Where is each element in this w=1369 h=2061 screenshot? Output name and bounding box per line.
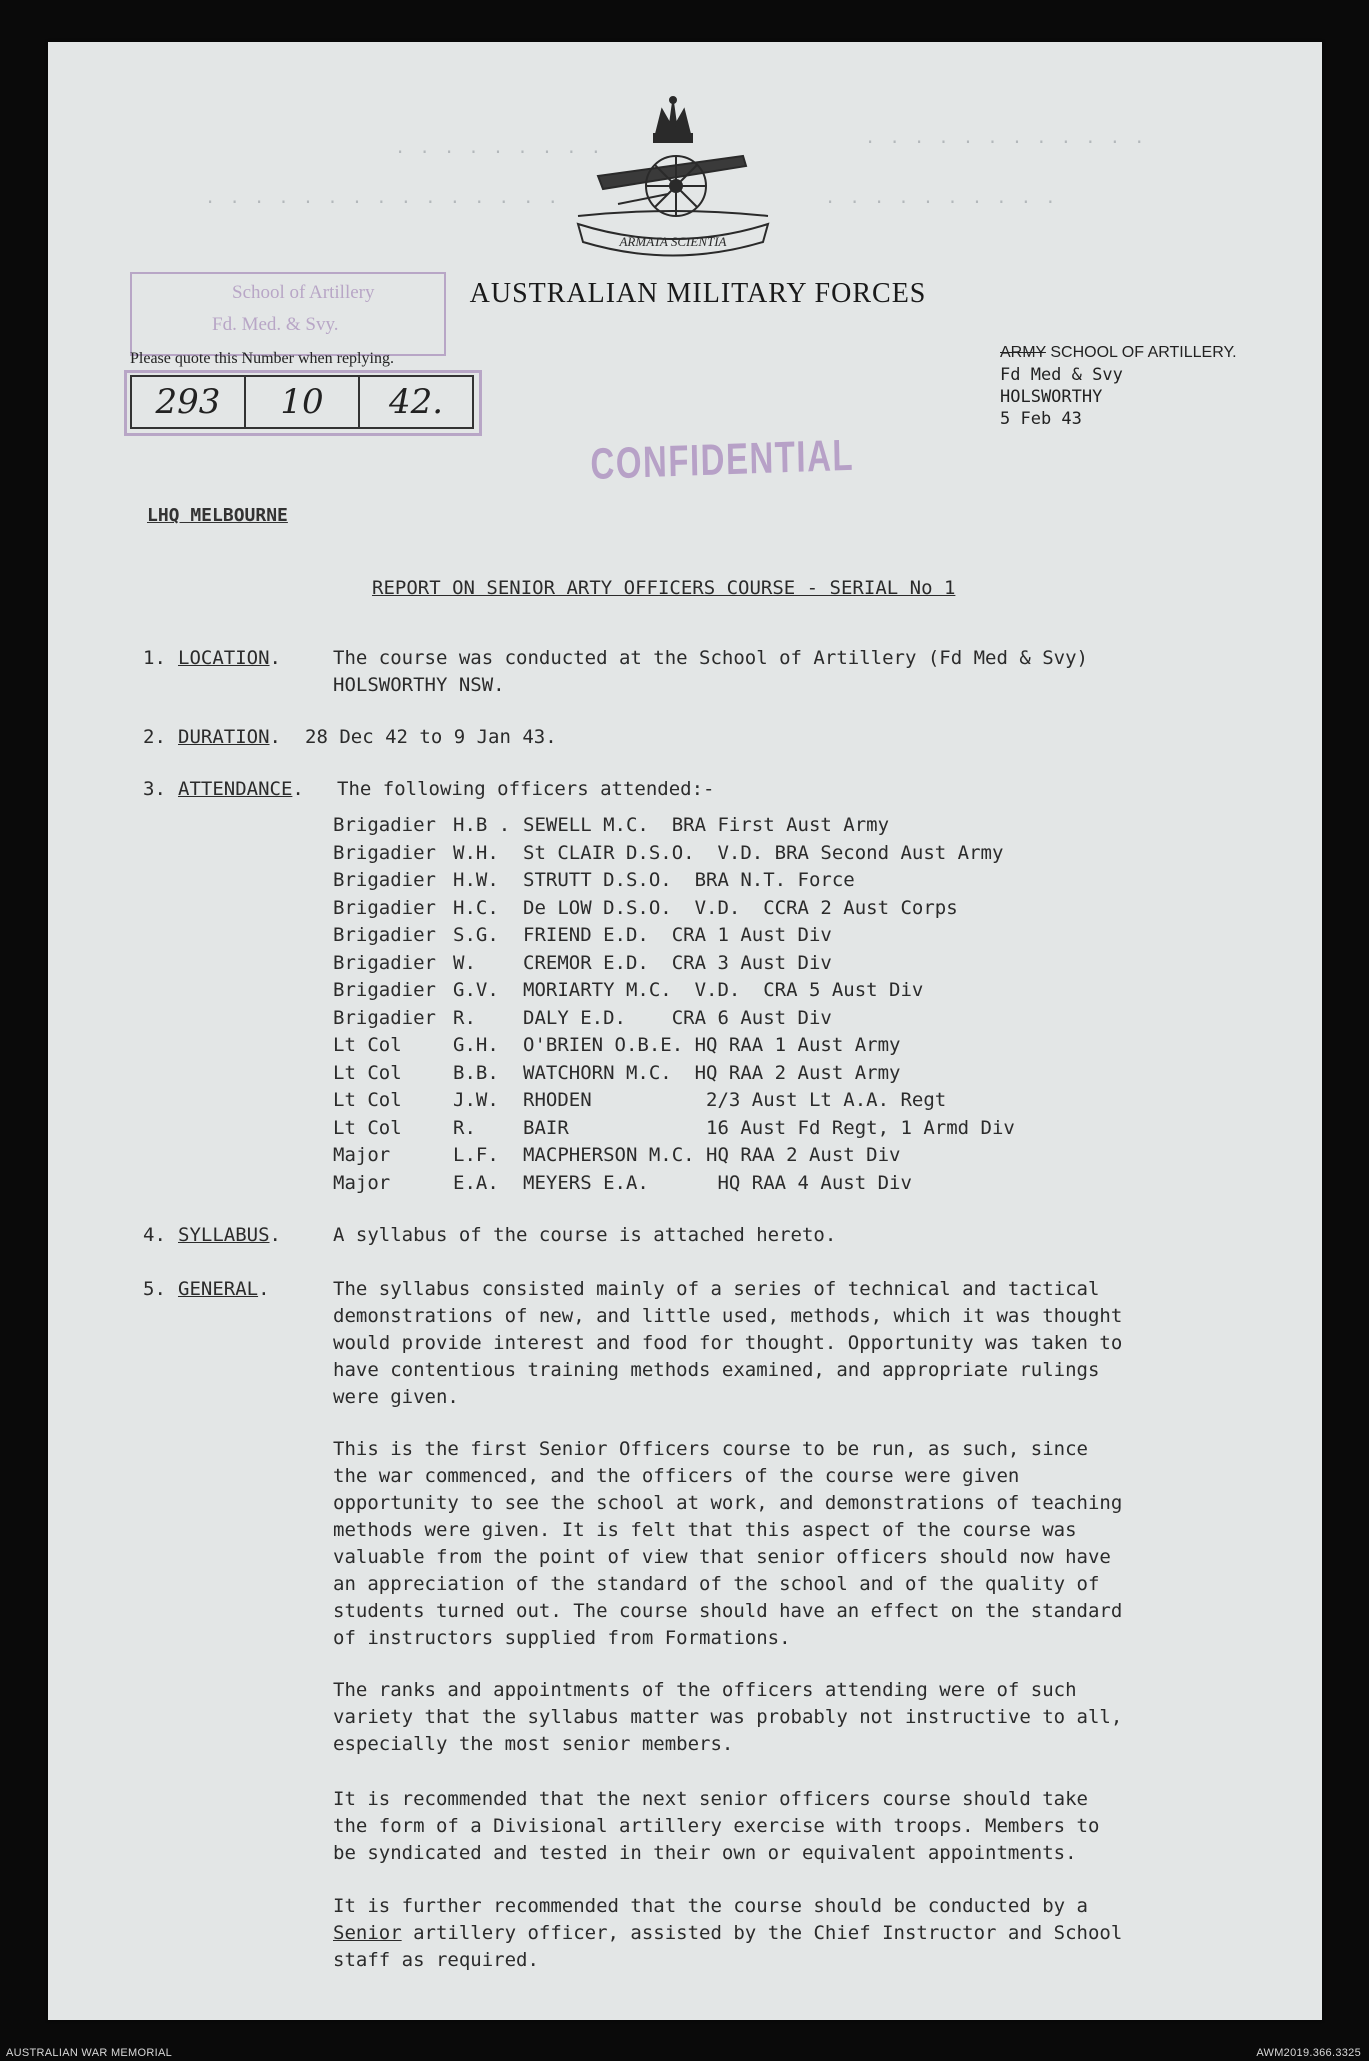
- text-line: of instructors supplied from Formations.: [333, 1627, 791, 1649]
- attendee-detail: CREMOR E.D. CRA 3 Aust Div: [523, 951, 832, 974]
- attendee-detail: WATCHORN M.C. HQ RAA 2 Aust Army: [523, 1061, 901, 1084]
- quote-number-note: Please quote this Number when replying.: [130, 350, 394, 367]
- attendee-rank: Brigadier: [333, 896, 436, 919]
- attendee-detail: O'BRIEN O.B.E. HQ RAA 1 Aust Army: [523, 1034, 901, 1056]
- text-line: It is recommended that the next senior officers course should take: [333, 1788, 1088, 1810]
- section-heading: SYLLABUS: [178, 1224, 270, 1246]
- attendee-initials: R.: [453, 1006, 476, 1029]
- archive-reference: AWM2019.366.3325: [1256, 2047, 1361, 2059]
- attendance-text: The following officers attended:-: [337, 778, 715, 800]
- addressee: LHQ MELBOURNE: [147, 505, 288, 526]
- attendee-rank: Brigadier: [333, 869, 436, 891]
- stamp-line: Fd. Med. & Svy.: [212, 314, 339, 335]
- address-line: Fd Med & Svy: [1000, 365, 1123, 385]
- section-heading: ATTENDANCE: [178, 778, 293, 800]
- text-line: This is the first Senior Officers course to be run, as such, since: [333, 1438, 1088, 1460]
- faded-imprint: . . . . . . . . . . . .: [865, 128, 1147, 148]
- attendee-rank: Brigadier: [333, 951, 436, 974]
- attendee-row: [333, 895, 1015, 923]
- reference-number: 10: [246, 377, 360, 427]
- text-line: variety that the syllabus matter was probably not instructive to all,: [333, 1706, 1123, 1728]
- attendee-detail: St CLAIR D.S.O. V.D. BRA Second Aust Army: [523, 841, 1004, 864]
- text-fragment: artillery officer, assisted by the Chief Instructor and School: [401, 1922, 1123, 1944]
- section-general: 5. GENERAL.: [143, 1276, 270, 1303]
- text-line: would provide interest and food for thought. Opportunity was taken to: [333, 1332, 1123, 1354]
- attendee-rank: Major: [333, 1144, 391, 1166]
- attendee-detail: SEWELL M.C. BRA First Aust Army: [523, 814, 890, 836]
- archive-credit: AUSTRALIAN WAR MEMORIAL: [6, 2047, 173, 2059]
- school-stamp: [130, 272, 446, 356]
- faded-imprint: . . . . . . . . . .: [825, 188, 1058, 208]
- faded-imprint: . . . . . . . . .: [395, 138, 603, 158]
- attendee-detail: DALY E.D. CRA 6 Aust Div: [523, 1006, 832, 1029]
- attendee-initials: G.H.: [453, 1034, 499, 1056]
- attendee-initials: S.G.: [453, 924, 499, 946]
- attendee-initials: B.B.: [453, 1061, 499, 1084]
- attendee-row: [333, 1115, 1015, 1143]
- attendee-row: [333, 867, 1015, 895]
- text-line: The syllabus consisted mainly of a series of technical and tactical: [333, 1278, 1100, 1300]
- text-line: especially the most senior members.: [333, 1733, 734, 1755]
- stamp-line: School of Artillery: [232, 282, 375, 303]
- section-number: 3.: [143, 778, 166, 800]
- report-title: REPORT ON SENIOR ARTY OFFICERS COURSE - SERIAL No 1: [372, 577, 956, 599]
- reference-number: 42.: [388, 382, 444, 422]
- attendee-initials: H.W.: [453, 869, 499, 891]
- section-location: 1. LOCATION.: [143, 645, 281, 672]
- attendee-detail: FRIEND E.D. CRA 1 Aust Div: [523, 924, 832, 946]
- emphasized-word: Senior: [333, 1922, 402, 1944]
- section-heading: LOCATION: [178, 647, 270, 669]
- attendee-rank: Brigadier: [333, 1006, 436, 1029]
- text-line: It is further recommended that the course should be conducted by a: [333, 1895, 1088, 1917]
- attendee-row: [333, 1087, 1015, 1115]
- general-paragraph: [333, 1786, 1099, 1867]
- attendee-rank: Lt Col: [333, 1089, 402, 1111]
- attendee-rank: Brigadier: [333, 814, 436, 836]
- duration-text: 28 Dec 42 to 9 Jan 43.: [305, 726, 557, 748]
- royal-artillery-crest: [558, 94, 788, 264]
- attendee-row: [333, 922, 1015, 950]
- attendee-initials: W.: [453, 951, 476, 974]
- general-paragraph: [333, 1677, 1122, 1758]
- section-number: 2.: [143, 726, 166, 748]
- section-heading: DURATION: [178, 726, 270, 748]
- text-line: the form of a Divisional artillery exercise with troops. Members to: [333, 1815, 1100, 1837]
- attendee-row: [333, 1142, 1015, 1170]
- attendee-initials: R.: [453, 1116, 476, 1139]
- attendee-rank: Lt Col: [333, 1061, 402, 1084]
- attendee-row: [333, 1170, 1015, 1198]
- attendee-row: [333, 1032, 1015, 1060]
- general-paragraph: [333, 1276, 1122, 1411]
- text-line: an appreciation of the standard of the school and of the quality of: [333, 1573, 1100, 1595]
- text-line: The course was conducted at the School of Artillery (Fd Med & Svy): [333, 647, 1088, 669]
- attendee-row: [333, 977, 1015, 1005]
- text-line: demonstrations of new, and little used, methods, which it was thought: [333, 1305, 1123, 1327]
- section-attendance: 3. ATTENDANCE.: [143, 776, 304, 803]
- location-text: [333, 645, 1088, 699]
- text-line: be syndicated and tested in their own or equivalent appointments.: [333, 1842, 1077, 1864]
- attendee-detail: STRUTT D.S.O. BRA N.T. Force: [523, 869, 855, 891]
- attendee-row: [333, 1005, 1015, 1033]
- attendee-rank: Lt Col: [333, 1116, 402, 1139]
- text-line: HOLSWORTHY NSW.: [333, 674, 505, 696]
- attendee-rank: Brigadier: [333, 841, 436, 864]
- attendee-initials: H.C.: [453, 896, 499, 919]
- reference-number: 293: [132, 377, 246, 427]
- text-line: The ranks and appointments of the officers attending were of such: [333, 1679, 1077, 1701]
- text-line: were given.: [333, 1386, 459, 1408]
- text-line: valuable from the point of view that senior officers should now have: [333, 1546, 1111, 1568]
- reference-number-box: [130, 375, 474, 429]
- attendee-rank: Lt Col: [333, 1034, 402, 1056]
- crest-motto: ARMATA SCIENTIA: [619, 234, 727, 249]
- attendee-rank: Brigadier: [333, 924, 436, 946]
- attendee-detail: RHODEN 2/3 Aust Lt A.A. Regt: [523, 1089, 947, 1111]
- confidential-stamp: CONFIDENTIAL: [590, 430, 855, 489]
- general-paragraph: [333, 1893, 1122, 1974]
- attendee-rank: Brigadier: [333, 979, 436, 1001]
- attendee-row: [333, 840, 1015, 868]
- section-number: 1.: [143, 647, 166, 669]
- attendee-initials: J.W.: [453, 1089, 499, 1111]
- attendee-initials: G.V.: [453, 979, 499, 1001]
- attendee-row: [333, 950, 1015, 978]
- faded-imprint: . . . . . . . . . . . . . . .: [205, 188, 560, 208]
- section-number: 4.: [143, 1224, 166, 1246]
- section-heading: GENERAL: [178, 1278, 259, 1300]
- section-syllabus: 4. SYLLABUS.: [143, 1222, 281, 1249]
- organization-title: AUSTRALIAN MILITARY FORCES: [469, 278, 927, 309]
- address-line: SCHOOL OF ARTILLERY.: [1045, 344, 1237, 361]
- attendee-detail: MEYERS E.A. HQ RAA 4 Aust Div: [523, 1171, 912, 1194]
- text-line: the war commenced, and the officers of the course were given: [333, 1465, 1020, 1487]
- attendee-detail: MORIARTY M.C. V.D. CRA 5 Aust Div: [523, 979, 924, 1001]
- attendee-rank: Major: [333, 1171, 391, 1194]
- syllabus-text: A syllabus of the course is attached hereto.: [333, 1224, 837, 1246]
- text-line: have contentious training methods examined, and appropriate rulings: [333, 1359, 1100, 1381]
- text-line: opportunity to see the school at work, and demonstrations of teaching: [333, 1492, 1123, 1514]
- address-line: HOLSWORTHY: [1000, 387, 1103, 407]
- sender-address: [1000, 342, 1237, 430]
- attendee-initials: E.A.: [453, 1171, 499, 1194]
- section-number: 5.: [143, 1278, 166, 1300]
- attendee-list: [333, 812, 1015, 1197]
- attendee-detail: De LOW D.S.O. V.D. CCRA 2 Aust Corps: [523, 896, 958, 919]
- attendee-initials: W.H.: [453, 841, 499, 864]
- general-paragraph: [333, 1436, 1122, 1652]
- text-line: staff as required.: [333, 1949, 539, 1971]
- section-duration: 2. DURATION.: [143, 724, 281, 751]
- text-line: students turned out. The course should have an effect on the standard: [333, 1600, 1123, 1622]
- struck-word: ARMY: [1000, 344, 1046, 361]
- attendee-initials: L.F.: [453, 1144, 499, 1166]
- text-line: methods were given. It is felt that this aspect of the course was: [333, 1519, 1077, 1541]
- attendee-initials: H.B .: [453, 814, 511, 836]
- text-line: [333, 1920, 1122, 1947]
- letter-date: 5 Feb 43: [1000, 409, 1082, 429]
- attendee-row: [333, 812, 1015, 840]
- attendee-row: [333, 1060, 1015, 1088]
- attendee-detail: BAIR 16 Aust Fd Regt, 1 Armd Div: [523, 1116, 1015, 1139]
- attendee-detail: MACPHERSON M.C. HQ RAA 2 Aust Div: [523, 1144, 901, 1166]
